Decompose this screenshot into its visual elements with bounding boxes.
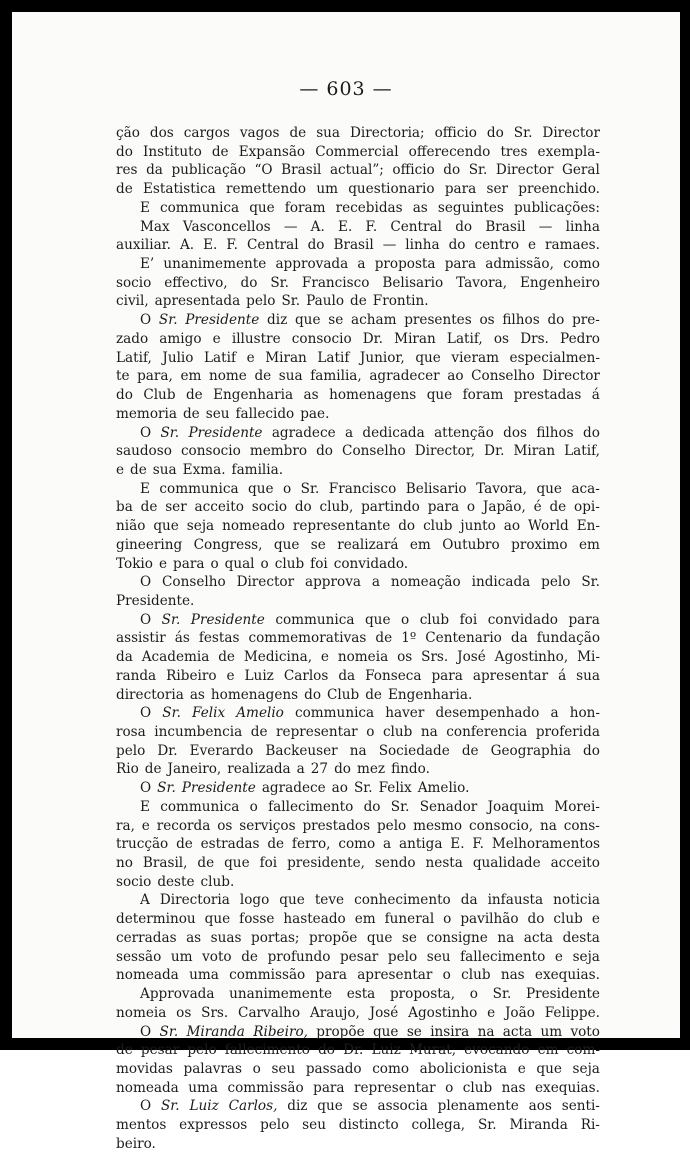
text-line: O Sr. Presidente diz que se acham presentes os filhos do pre- <box>140 312 600 329</box>
text-line: pelo Dr. Everardo Backeuser na Sociedade de Geographia do <box>116 742 600 759</box>
text-line: E communica o fallecimento do Sr. Senador Joaquim Morei- <box>140 798 600 815</box>
text-line: Max Vasconcellos — A. E. F. Central do Brasil — linha <box>140 218 600 235</box>
page-number: — 603 — <box>299 78 393 100</box>
text-line: mentos expressos pelo seu distincto collega, Sr. Miranda Ri- <box>116 1117 600 1134</box>
text-line: Latif, Julio Latif e Miran Latif Junior, que vieram especialmen- <box>116 349 600 366</box>
text-line: socio deste club. <box>116 873 235 890</box>
text-line: civil, apresentada pelo Sr. Paulo de Frontin. <box>116 293 429 310</box>
text-line: rosa incumbencia de representar o club na conferencia proferida <box>116 724 600 740</box>
text-line: randa Ribeiro e Luiz Carlos da Fonseca para apresentar á sua <box>116 667 600 684</box>
text-line: O Sr. Presidente communica que o club foi convidado para <box>140 611 600 628</box>
text-line: ra, e recorda os serviços prestados pelo mesmo consocio, na cons- <box>116 817 600 834</box>
text-line: O Sr. Luiz Carlos, diz que se associa plenamente aos senti- <box>140 1098 600 1115</box>
text-line: beiro. <box>116 1135 156 1152</box>
text-line: no Brasil, de que foi presidente, sendo nesta qualidade acceito <box>116 855 600 872</box>
text-line: O Sr. Presidente agradece a dedicada attenção dos filhos do <box>140 424 600 441</box>
text-line: O Sr. Presidente agradece ao Sr. Felix Amelio. <box>140 780 470 797</box>
text-line: da Academia de Medicina, e nomeia os Srs. José Agostinho, Mi- <box>116 649 600 666</box>
text-line: sessão um voto de profundo pesar pelo seu fallecimento e seja <box>116 948 600 965</box>
text-line: ba de ser acceito socio do club, partindo para o Japão, é de opi- <box>116 499 600 516</box>
body-text <box>116 124 600 1154</box>
text-line: E communica que o Sr. Francisco Belisario Tavora, que aca- <box>140 480 600 497</box>
text-line: directoria as homenagens do Club de Engenharia. <box>116 686 473 703</box>
text-line: nomeada uma commissão para apresentar o club nas exequias. <box>116 967 600 984</box>
text-line: te para, em nome de sua familia, agradecer ao Conselho Director <box>116 368 600 385</box>
text-line: Approvada unanimemente esta proposta, o Sr. Presidente <box>140 986 600 1003</box>
text-line: Rio de Janeiro, realizada a 27 do mez findo. <box>116 761 430 778</box>
text-line: ção dos cargos vagos de sua Directoria; officio do Sr. Director <box>116 125 600 141</box>
text-line: de Estatistica remettendo um questionario para ser preenchido. <box>116 181 600 198</box>
text-line: saudoso consocio membro do Conselho Director, Dr. Miran Latif, <box>116 443 600 460</box>
text-line: Tokio e para o qual o club foi convidado. <box>116 555 409 572</box>
text-line: res da publicação “O Brasil actual”; officio do Sr. Director Geral <box>116 162 600 179</box>
text-line: assistir ás festas commemorativas de 1º Centenario da fundação <box>116 630 600 647</box>
text-line: cerradas as suas portas; propõe que se consigne na acta desta <box>116 929 600 946</box>
text-line: movidas palavras o seu passado como abolicionista e que seja <box>116 1060 600 1077</box>
text-line: de pesar pelo fallecimento do Dr. Luiz Murat, evocando em com- <box>116 1042 600 1059</box>
text-line: memoria de seu fallecido pae. <box>116 405 330 422</box>
text-line: E’ unanimemente approvada a proposta para admissão, como <box>140 256 600 273</box>
text-line: e de sua Exma. familia. <box>116 461 284 478</box>
text-line: nomeada uma commissão para representar o club nas exequias. <box>116 1079 600 1096</box>
text-line: O Conselho Director approva a nomeação indicada pelo Sr. <box>140 574 600 591</box>
text-line: E communica que foram recebidas as seguintes publicações: <box>140 199 600 216</box>
text-line: Presidente. <box>116 592 195 609</box>
text-line: auxiliar. A. E. F. Central do Brasil — linha do centro e ramaes. <box>116 237 600 254</box>
text-line: determinou que fosse hasteado em funeral o pavilhão do club e <box>116 911 600 928</box>
text-line: trucção de estradas de ferro, como a antiga E. F. Melhoramentos <box>116 836 600 853</box>
text-line: do Instituto de Expansão Commercial offerecendo tres exempla- <box>116 143 600 160</box>
text-line: nomeia os Srs. Carvalho Araujo, José Agostinho e João Felippe. <box>116 1004 600 1021</box>
text-line: do Club de Engenharia as homenagens que foram prestadas á <box>116 387 600 404</box>
text-line: O Sr. Felix Amelio communica haver desempenhado a hon- <box>140 705 600 722</box>
text-line: socio effectivo, do Sr. Francisco Belisario Tavora, Engenheiro <box>116 274 600 291</box>
text-line: nião que seja nomeado representante do club junto ao World En- <box>116 518 600 535</box>
text-line: zado amigo e illustre consocio Dr. Miran Latif, os Drs. Pedro <box>116 330 600 347</box>
text-line: O Sr. Miranda Ribeiro, propõe que se insira na acta um voto <box>140 1023 600 1040</box>
text-line: A Directoria logo que teve conhecimento da infausta noticia <box>140 892 600 909</box>
text-line: gineering Congress, que se realizará em Outubro proximo em <box>116 536 600 553</box>
